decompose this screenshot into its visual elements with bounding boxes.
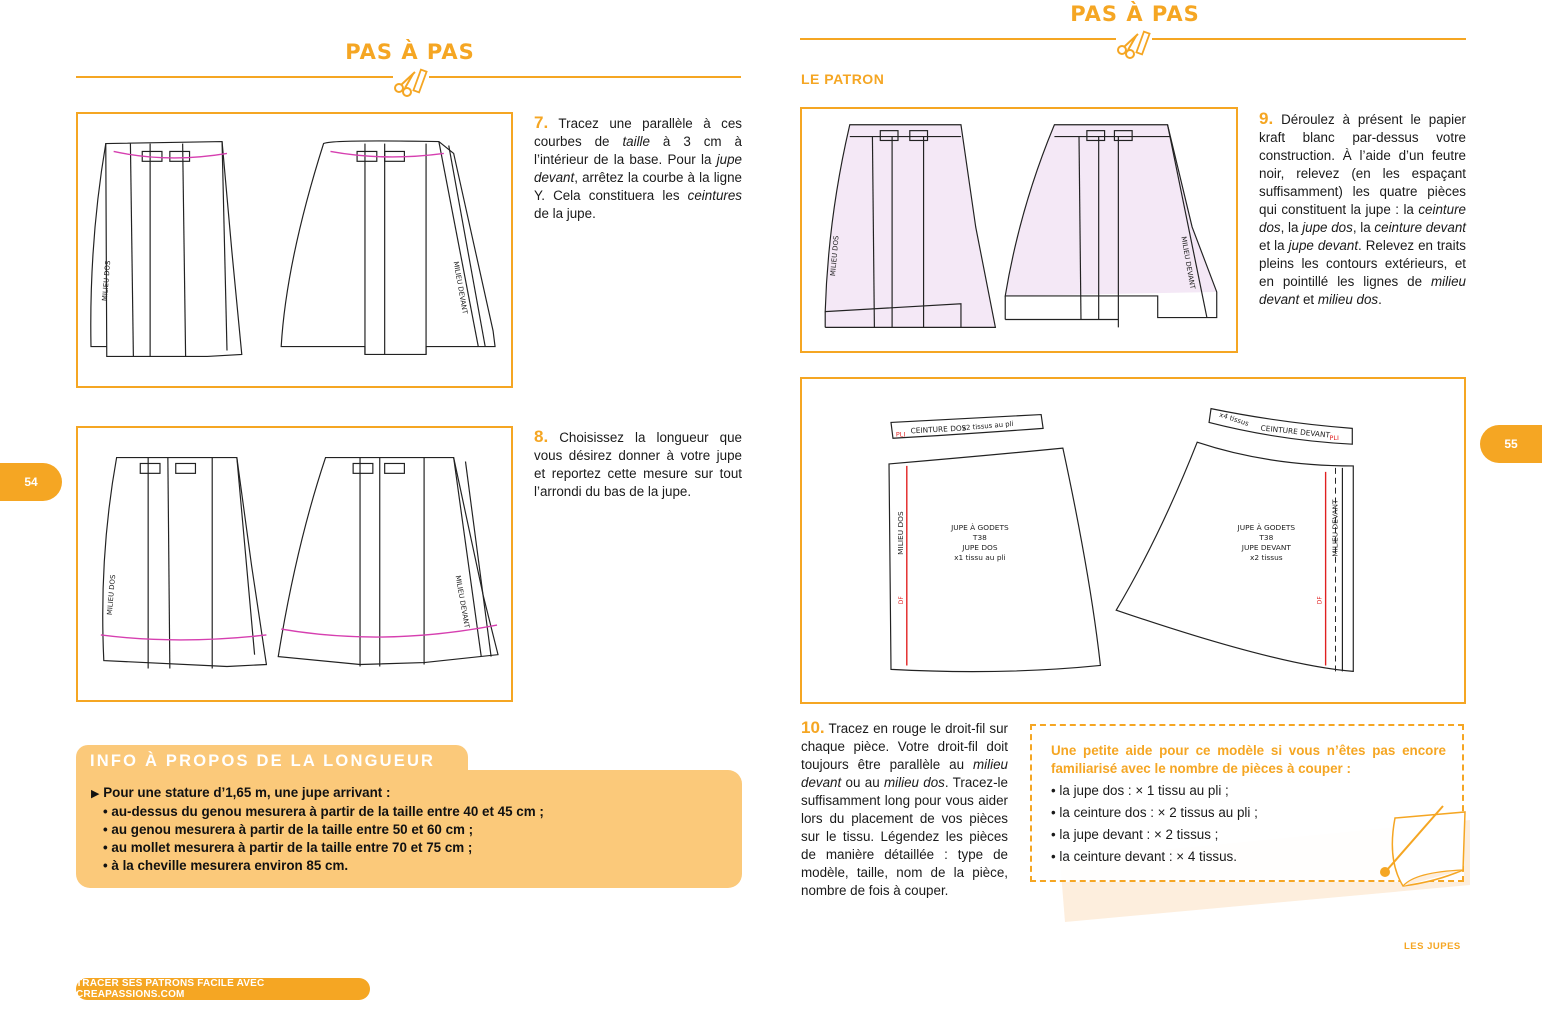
help-title: Une petite aide pour ce modèle si vous n’êtes pas encore familiarisé avec le nombre de pièces à couper : (1051, 743, 1446, 776)
text-run: Déroulez à présent le papier kraft blanc par-dessus votre construction. À l’aide d’un feutre noir, relevez (en les espaçant suffisamment) les quatre pièces qui constituent la jupe : la (1259, 112, 1466, 217)
step-7-number: 7. (534, 113, 549, 132)
left-footer: TRACER SES PATRONS FACILE AVEC CREAPASSIONS.COM (76, 978, 370, 1000)
info-item: au mollet mesurera à partir de la taille entre 70 et 75 cm ; (111, 840, 473, 855)
step-8-body (534, 430, 742, 499)
front-grain-label: DF (1317, 596, 1324, 605)
text-run: ceinture dos (1259, 202, 1466, 235)
front-piece-line: x2 tissus (1250, 552, 1283, 562)
front-belt-label: CEINTURE DEVANT (1260, 423, 1331, 440)
front-belt-fold-mark: PLI (1329, 434, 1339, 443)
step-8-text (534, 428, 742, 501)
left-page-header: PAS À PAS (345, 40, 475, 64)
skirt-length-drawing (78, 428, 511, 700)
front-side-label: MILIEU DEVANT (1330, 499, 1340, 557)
text-run: milieu devant (801, 757, 1008, 790)
left-page-number: 54 (0, 463, 62, 501)
info-item: au genou mesurera à partir de la taille entre 50 et 60 cm ; (111, 822, 474, 837)
step-9-number: 9. (1259, 109, 1274, 128)
text-run: de la jupe. (534, 206, 596, 221)
text-run: à 3 cm à l’intérieur de la base. Pour la (534, 134, 742, 167)
text-run: Tracez en rouge le droit-fil sur chaque pièce. Votre droit-fil doit toujours être parallèle au (801, 721, 1009, 772)
text-run: , arrêtez la courbe à la ligne Y. Cela constituera les (534, 170, 742, 203)
help-item: la ceinture dos : × 2 tissus au pli ; (1059, 805, 1258, 820)
front-piece-line: T38 (1259, 533, 1274, 543)
back-piece-line: JUPE À GODETS (951, 523, 1009, 533)
info-intro: Pour une stature d’1,65 m, une jupe arrivant : (103, 785, 391, 800)
text-run: milieu dos (883, 775, 945, 790)
text-run: et (1299, 292, 1318, 307)
text-run: ceintures (687, 188, 742, 203)
step-10-text (801, 719, 1008, 900)
skirt-construction-drawing (78, 114, 511, 386)
text-run: , la (1280, 220, 1303, 235)
help-item: la jupe devant : × 2 tissus ; (1059, 827, 1219, 842)
text-run: taille (622, 134, 650, 149)
step-7-body (534, 116, 742, 221)
back-belt-label: CEINTURE DOS (910, 423, 967, 436)
pin-icon (1375, 800, 1475, 890)
text-run: , la (1352, 220, 1375, 235)
text-run: . (1378, 292, 1382, 307)
back-side-label: MILIEU DOS (895, 511, 905, 555)
pattern-pieces-drawing (802, 379, 1464, 702)
info-item: à la cheville mesurera environ 85 cm. (111, 858, 349, 873)
back-center-label: MILIEU DOS (100, 260, 113, 302)
figure-step-9 (800, 107, 1238, 353)
kraft-overlay-drawing (802, 109, 1236, 351)
info-title: INFO À PROPOS DE LA LONGUEUR (76, 745, 468, 777)
overlay-front-label: MILIEU DEVANT (1179, 235, 1197, 290)
scissors-icon-right (1108, 28, 1156, 60)
text-run: jupe devant (534, 152, 742, 185)
right-page-header: PAS À PAS (1070, 2, 1200, 26)
back-belt-fold-mark: PLI (895, 430, 906, 439)
help-item: la jupe dos : × 1 tissu au pli ; (1059, 783, 1229, 798)
front-piece-line: JUPE À GODETS (1237, 523, 1296, 533)
text-run: milieu dos (1317, 292, 1379, 307)
back-piece-line: x1 tissu au pli (954, 552, 1006, 562)
step-10-number: 10. (801, 718, 825, 737)
section-title: LE PATRON (801, 71, 885, 87)
scissors-icon (385, 66, 433, 98)
text-run: milieu devant (1259, 274, 1466, 307)
play-arrow-icon: ▶ (91, 788, 100, 800)
step-8-number: 8. (534, 427, 549, 446)
info-item: au-dessus du genou mesurera à partir de la taille entre 40 et 45 cm ; (111, 804, 544, 819)
step-9-text (1259, 110, 1466, 309)
text-run: Tracez une parallèle à ces courbes de (534, 116, 742, 149)
help-item: la ceinture devant : × 4 tissus. (1059, 849, 1237, 864)
step-7-text (534, 114, 742, 223)
step-10-body (801, 721, 1008, 898)
info-content: ▶ Pour une stature d’1,65 m, une jupe arrivant : • au-dessus du genou mesurera à partir de la taille entre 40 et 45 cm ; • au genou mesurera à partir de la taille entre 50 et 60 cm ; • au mollet mesurera à partir de la taille entre 70 et 75 cm ; • à la cheville mesurera environ 85 cm. (91, 785, 544, 873)
back-center-label-2: MILIEU DOS (105, 574, 118, 616)
front-center-label: MILIEU DEVANT (451, 260, 469, 315)
text-run: ou au (841, 775, 884, 790)
text-run: . Relevez en traits pleins les contours extérieurs, et en pointillé les lignes de (1259, 238, 1466, 289)
figure-step-7 (76, 112, 513, 388)
running-footer: LES JUPES (1404, 941, 1461, 952)
figure-step-10 (800, 377, 1466, 704)
overlay-back-label: MILIEU DOS (829, 235, 841, 277)
text-run: jupe devant (1288, 238, 1359, 253)
front-center-label-2: MILIEU DEVANT (453, 574, 471, 629)
front-belt-qty: x4 tissus (1218, 410, 1250, 428)
right-page-number: 55 (1480, 425, 1542, 463)
text-run: Choisissez la longueur que vous désirez donner à votre jupe et reportez cette mesure sur tout l’arrondi du bas de la jupe. (534, 430, 742, 499)
front-piece-line: JUPE DEVANT (1241, 542, 1291, 552)
help-list: • la jupe dos : × 1 tissu au pli ; • la ceinture dos : × 2 tissus au pli ; • la jupe devant : × 2 tissus ; • la ceinture devant : × 4 tissus. (1051, 783, 1258, 864)
text-run: jupe dos (1302, 220, 1353, 235)
back-piece-line: JUPE DOS (962, 542, 998, 552)
figure-step-8 (76, 426, 513, 702)
back-belt-qty: x2 tissus au pli (961, 419, 1014, 433)
text-run: et la (1259, 238, 1289, 253)
text-run: ceinture devant (1374, 220, 1466, 235)
back-piece-line: T38 (972, 533, 987, 543)
back-grain-label: DF (898, 596, 905, 605)
text-run: . Tracez-le suffisamment long pour vous aider lors du placement de vos pièces sur le tissu. Légendez les pièces de manière détaillée : type de modèle, taille, nom de la pièce, nombre de fois à couper. (801, 775, 1008, 898)
step-9-body (1259, 112, 1466, 307)
